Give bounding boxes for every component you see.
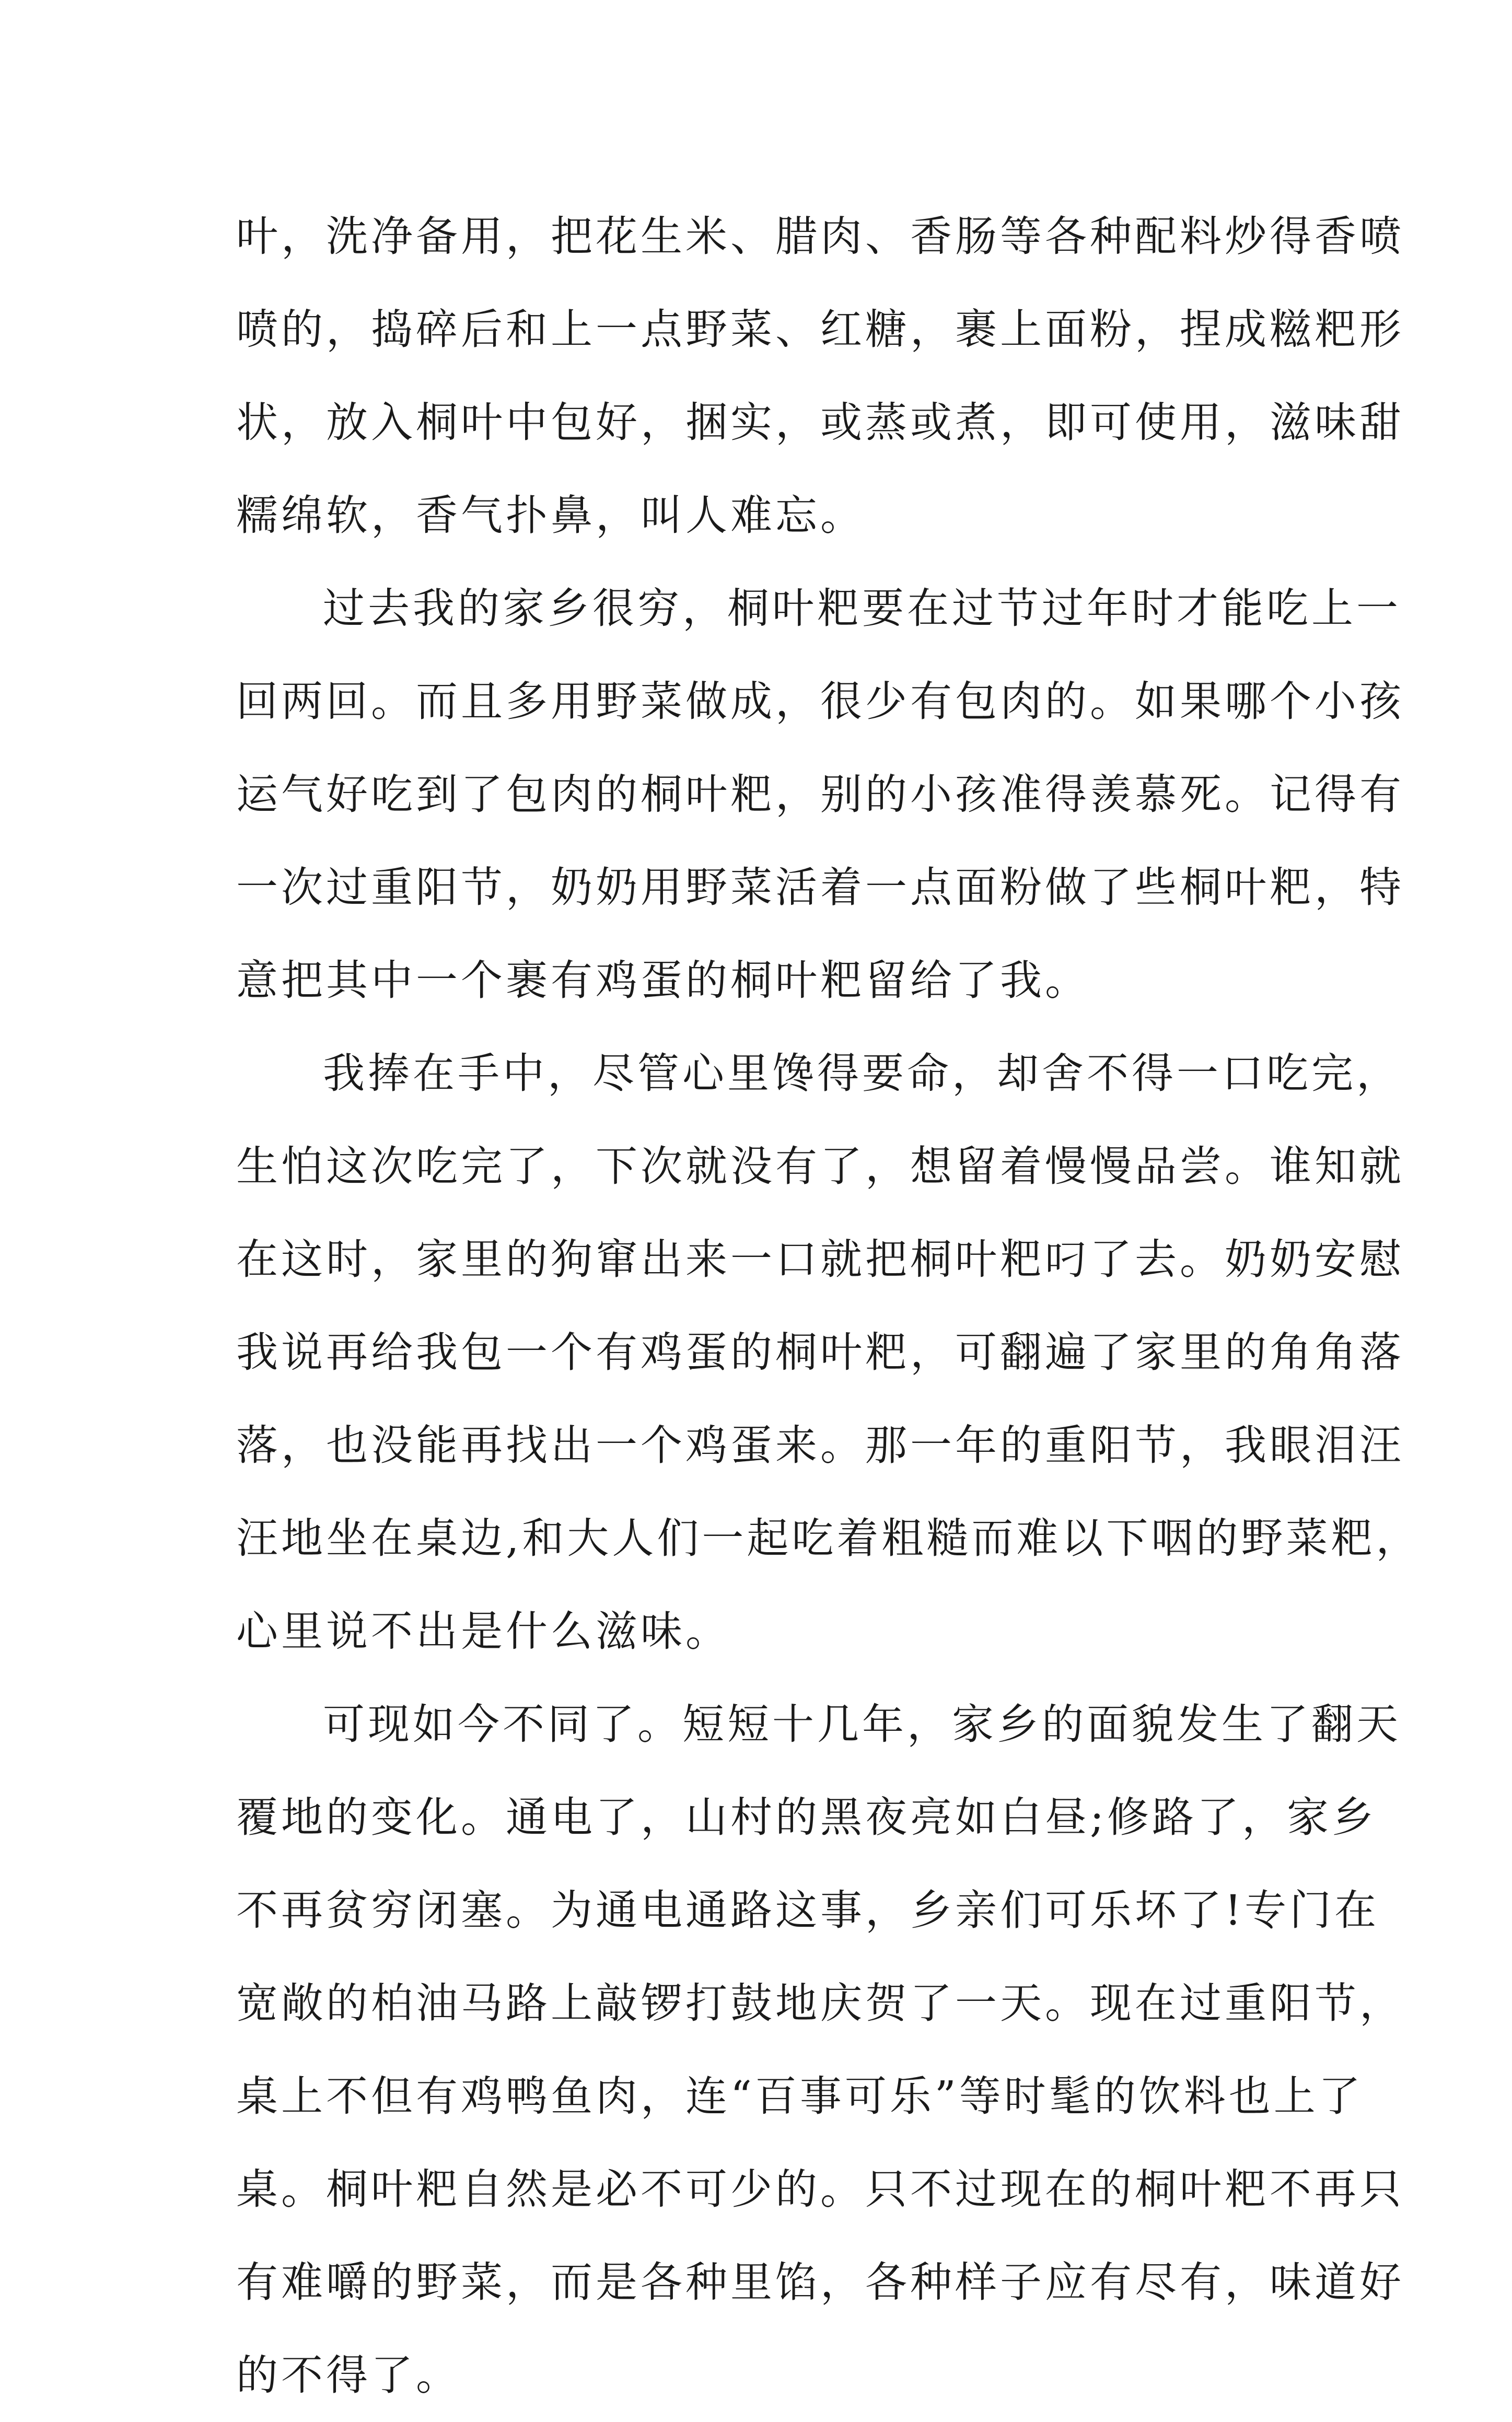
text-line: 汪地坐在桌边,和大人们一起吃着粗糙而难以下咽的野菜粑， — [236, 1514, 1421, 1563]
text-line: 心里说不出是什么滋味。 — [236, 1607, 730, 1656]
paragraph-4 — [236, 1678, 1404, 2422]
text-line: 生怕这次吃完了，下次就没有了，想留着慢慢品尝。谁知就 — [236, 1142, 1404, 1191]
text-line: 桌上不但有鸡鸭鱼肉，连“百事可乐”等时髦的饮料也上了 — [236, 2072, 1364, 2121]
text-line: 意把其中一个裹有鸡蛋的桐叶粑留给了我。 — [236, 956, 1090, 1005]
text-line: 运气好吃到了包肉的桐叶粑，别的小孩准得羡慕死。记得有 — [236, 770, 1404, 819]
text-line: 可现如今不同了。短短十几年，家乡的面貌发生了翻天 — [323, 1700, 1401, 1749]
text-line: 宽敞的柏油马路上敲锣打鼓地庆贺了一天。现在过重阳节， — [236, 1979, 1404, 2028]
document-body — [236, 190, 1421, 2422]
text-line: 覆地的变化。通电了，山村的黑夜亮如白昼;修路了，家乡 — [236, 1793, 1377, 1842]
text-line: 不再贫穷闭塞。为通电通路这事，乡亲们可乐坏了!专门在 — [236, 1886, 1380, 1935]
text-line: 状，放入桐叶中包好，捆实，或蒸或煮，即可使用，滋味甜 — [236, 398, 1404, 447]
text-line: 过去我的家乡很穷，桐叶粑要在过节过年时才能吃上一 — [323, 584, 1401, 633]
text-line: 糯绵软，香气扑鼻，叫人难忘。 — [236, 491, 865, 540]
text-line: 我说再给我包一个有鸡蛋的桐叶粑，可翻遍了家里的角角落 — [236, 1328, 1404, 1377]
text-line: 有难嚼的野菜，而是各种里馅，各种样子应有尽有，味道好 — [236, 2258, 1404, 2307]
text-line: 叶，洗净备用，把花生米、腊肉、香肠等各种配料炒得香喷 — [236, 212, 1404, 261]
text-line: 落，也没能再找出一个鸡蛋来。那一年的重阳节，我眼泪汪 — [236, 1421, 1404, 1470]
text-line: 的不得了。 — [236, 2351, 461, 2400]
text-line: 我捧在手中，尽管心里馋得要命，却舍不得一口吃完， — [323, 1049, 1401, 1098]
text-line: 一次过重阳节，奶奶用野菜活着一点面粉做了些桐叶粑，特 — [236, 863, 1404, 912]
paragraph-3 — [236, 1027, 1421, 1678]
paragraph-1 — [236, 190, 1404, 562]
text-line: 桌。桐叶粑自然是必不可少的。只不过现在的桐叶粑不再只 — [236, 2165, 1404, 2214]
paragraph-2 — [236, 562, 1404, 1027]
text-line: 回两回。而且多用野菜做成，很少有包肉的。如果哪个小孩 — [236, 677, 1404, 726]
text-line: 喷的，捣碎后和上一点野菜、红糖，裹上面粉，捏成糍粑形 — [236, 305, 1404, 354]
text-line: 在这时，家里的狗窜出来一口就把桐叶粑叼了去。奶奶安慰 — [236, 1235, 1404, 1284]
